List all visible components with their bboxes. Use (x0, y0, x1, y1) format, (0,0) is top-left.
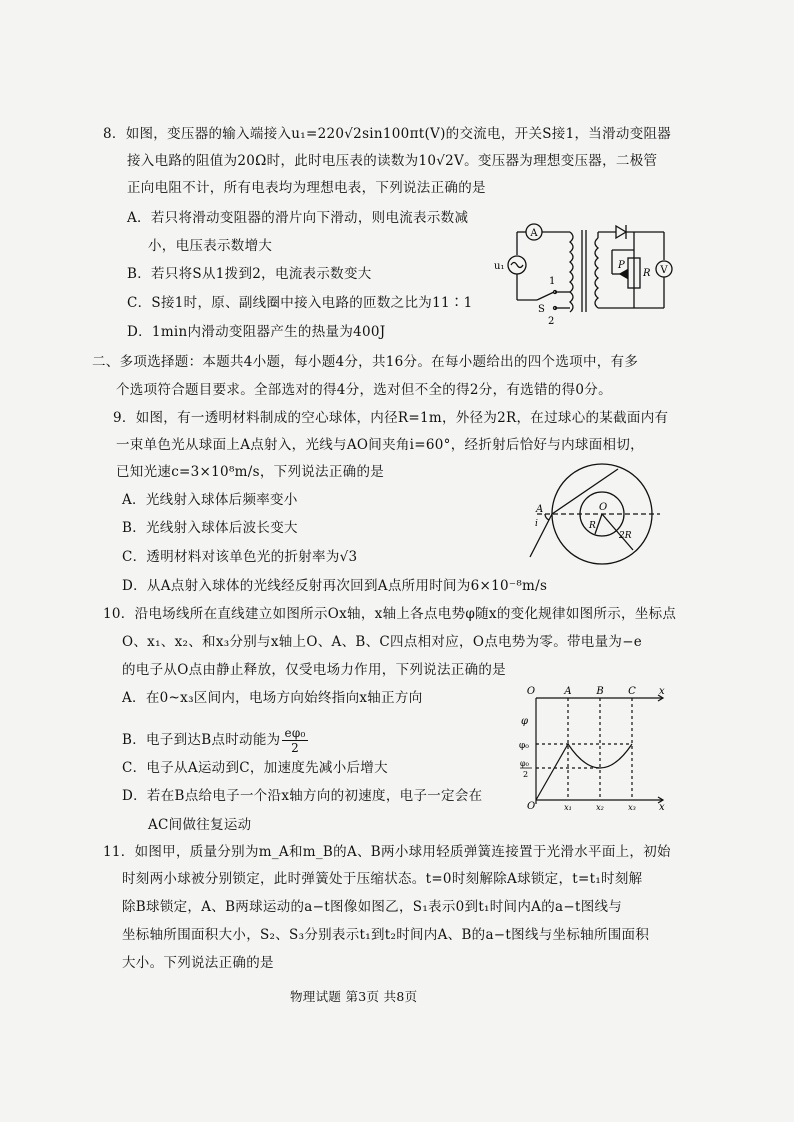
q11-stem-line5: 大小。下列说法正确的是 (122, 955, 274, 971)
switch-s-label: S (538, 304, 545, 315)
axis-point-a: A (564, 686, 572, 697)
fraction-denominator: 2 (291, 741, 300, 755)
u1-label: u₁ (494, 261, 505, 272)
ammeter-label: A (530, 228, 538, 239)
resistor-r-label: R (643, 268, 651, 279)
q10-stem-line2: O、x₁、x₂、和x₃分别与x轴上O、A、B、C四点相对应，O点电势为零。带电量为−e (122, 634, 643, 650)
axis-point-b: B (596, 686, 604, 697)
q11-stem-line4: 坐标轴所围面积大小，S₂、S₃分别表示t₁到t₂时间内A、B的a−t图线与坐标轴所围面积 (122, 927, 650, 943)
q10-option-b (122, 726, 308, 755)
angle-i-label: i (535, 519, 538, 529)
origin-o-label: O (527, 801, 536, 812)
q8-stem-line1: 8．如图，变压器的输入端接入u₁=220√2sin100πt(V)的交流电，开关S接1，当滑动变阻器 (103, 126, 672, 142)
axis-x-top-label: x (659, 686, 665, 697)
q8-transformer-circuit-figure (492, 220, 692, 330)
q8-option-d: D．1min内滑动变阻器产生的热量为400J (127, 324, 386, 340)
q11-stem-line3: 除B球锁定，A、B两球运动的a−t图像如图乙，S₁表示0到t₁时间内A的a−t图线与 (122, 899, 623, 915)
q9-option-d: D．从A点射入球体的光线经反射再次回到A点所用时间为6×10⁻⁸m/s (122, 578, 548, 594)
center-o-label: O (599, 502, 608, 513)
q10-option-d-line1: D．若在B点给电子一个沿x轴方向的初速度，电子一定会在 (122, 788, 483, 804)
tick-x1-label: x₁ (564, 803, 572, 812)
axis-x-bottom-label: x (659, 802, 665, 812)
inner-radius-label: R (589, 521, 596, 531)
q8-option-a-line1: A．若只将滑动变阻器的滑片向下滑动，则电流表示数减 (127, 210, 469, 226)
q10-potential-graph-figure (518, 682, 668, 812)
phi0-half-denominator: 2 (523, 770, 529, 779)
q8-option-a-line2: 小，电压表示数增大 (148, 238, 273, 254)
voltmeter-label: V (660, 265, 668, 276)
tap-1-label: 1 (549, 276, 556, 287)
section2-instructions-line2: 个选项符合题目要求。全部选对的得4分，选对但不全的得2分，有选错的得0分。 (116, 382, 612, 398)
q8-option-c: C．S接1时，原、副线圈中接入电路的匝数之比为11∶1 (127, 295, 473, 311)
q10-stem-line3: 的电子从O点由静止释放，仅受电场力作用，下列说法正确的是 (122, 662, 506, 678)
axis-point-o: O (526, 686, 536, 697)
tap-2-label: 2 (548, 316, 555, 327)
section2-instructions-line1: 二、多项选择题：本题共4小题，每小题4分，共16分。在每小题给出的四个选项中，有多 (92, 354, 639, 370)
q9-stem-line1: 9．如图，有一透明材料制成的空心球体，内径R=1m，外径为2R，在过球心的某截面内有 (113, 410, 669, 426)
q9-stem-line3: 已知光速c=3×10⁸m/s，下列说法正确的是 (116, 464, 385, 480)
q9-stem-line2: 一束单色光从球面上A点射入，光线与AO间夹角i=60°，经折射后恰好与内球面相切， (116, 437, 644, 453)
phi0-tick-label: φ₀ (519, 741, 529, 751)
tick-x2-label: x₂ (596, 803, 604, 812)
q8-option-b: B．若只将S从1拨到2，电流表示数变大 (127, 266, 372, 282)
q10-option-a: A．在0~x₃区间内，电场方向始终指向x轴正方向 (122, 690, 423, 706)
phi0-half-numerator: φ₀ (520, 759, 529, 768)
axis-point-c: C (628, 686, 636, 697)
q11-stem-line2: 时刻两小球被分别锁定，此时弹簧处于压缩状态。t=0时刻解除A球锁定，t=t₁时刻解 (122, 871, 643, 887)
axis-phi-label: φ (521, 716, 529, 727)
q8-stem-line3: 正向电阻不计，所有电表均为理想电表，下列说法正确的是 (127, 180, 486, 196)
q11-stem-line1: 11．如图甲，质量分别为m_A和m_B的A、B两小球用轻质弹簧连接置于光滑水平面上，初始 (103, 844, 671, 860)
q10-option-b-fraction (282, 726, 307, 755)
outer-radius-label: 2R (619, 531, 632, 541)
q9-option-a: A．光线射入球体后频率变小 (122, 492, 298, 508)
q9-option-b: B．光线射入球体后波长变大 (122, 520, 298, 536)
q10-option-c: C．电子从A运动到C，加速度先减小后增大 (122, 760, 388, 776)
tick-x3-label: x₃ (628, 803, 636, 812)
q10-option-b-text: B．电子到达B点时动能为 (122, 732, 281, 748)
q10-stem-line1: 10．沿电场线所在直线建立如图所示Ox轴，x轴上各点电势φ随x的变化规律如图所示，坐标点 (103, 606, 677, 622)
point-a-label: A (536, 504, 544, 515)
fraction-numerator: eφ₀ (284, 726, 306, 740)
q9-option-c: C．透明材料对该单色光的折射率为√3 (122, 549, 358, 565)
slider-p-label: P (618, 260, 625, 271)
q8-stem-line2: 接入电路的阻值为20Ω时，此时电压表的读数为10√2V。变压器为理想变压器，二极管 (127, 153, 658, 169)
page-footer: 物理试题 第3页 共8页 (290, 989, 418, 1004)
q10-option-d-line2: AC间做往复运动 (148, 817, 252, 833)
q9-hollow-sphere-figure (515, 462, 665, 572)
